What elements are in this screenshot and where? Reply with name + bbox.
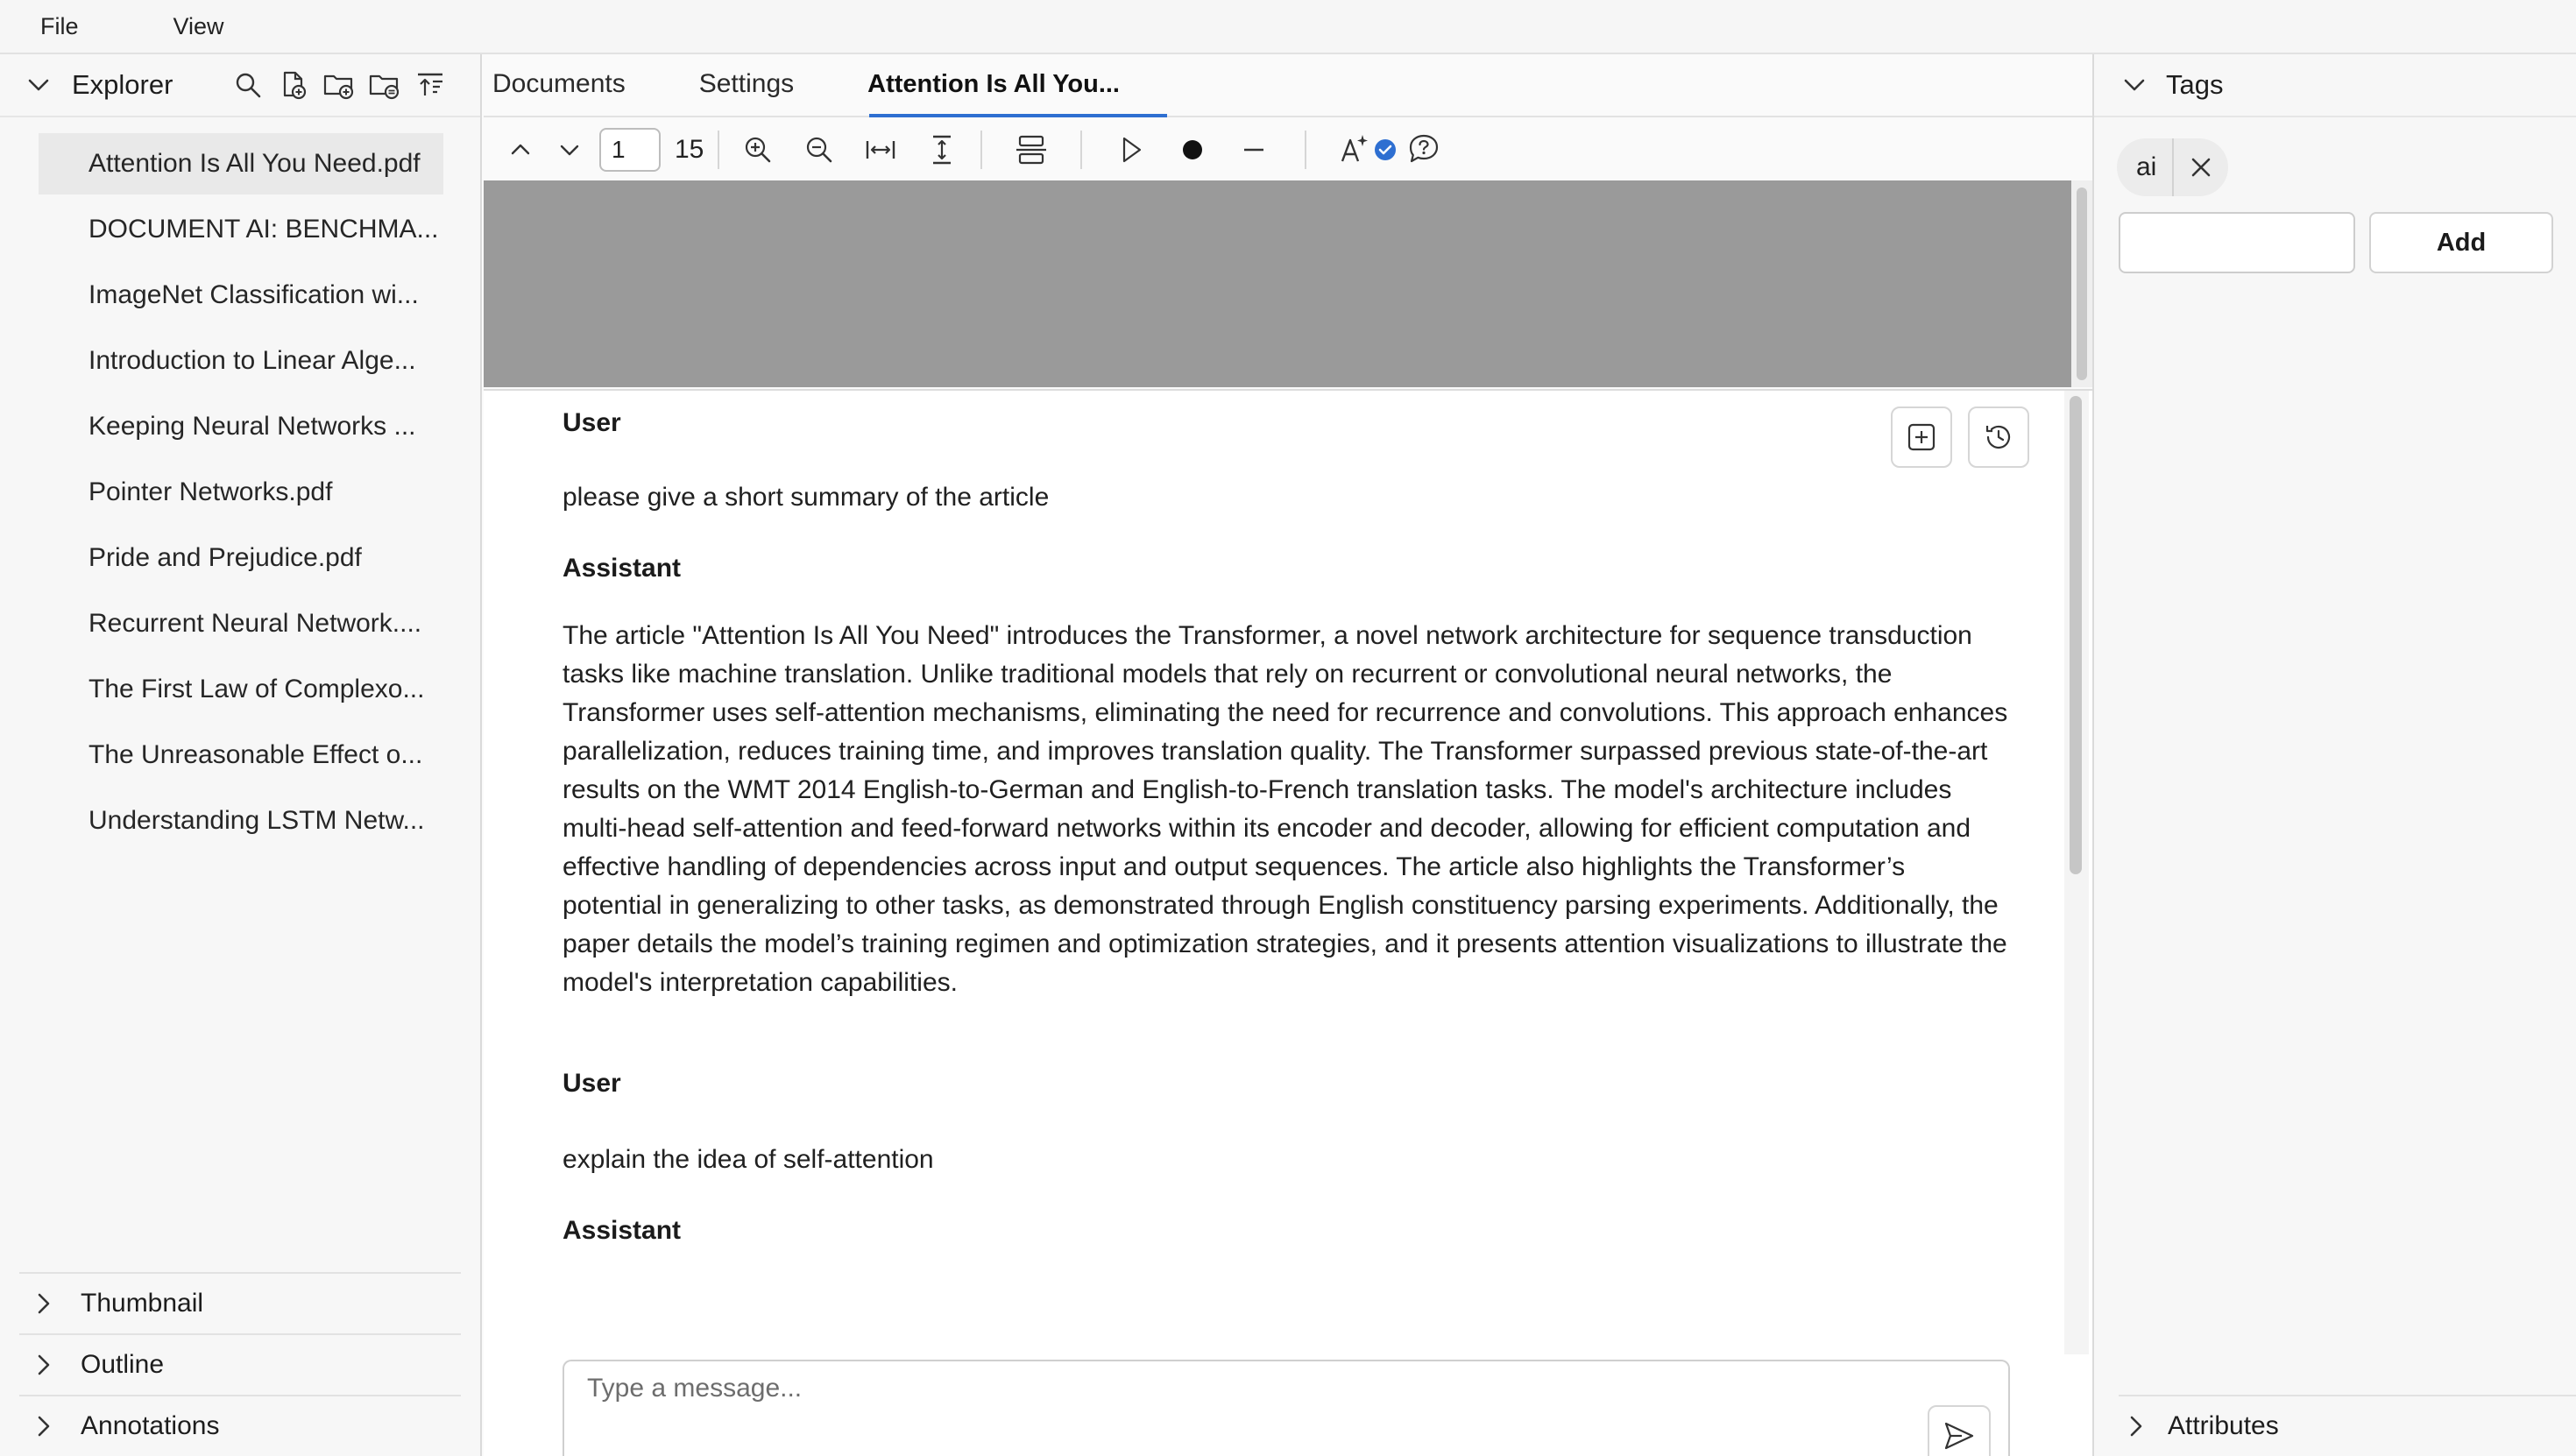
file-item[interactable]: Recurrent Neural Network.... — [88, 609, 422, 638]
chevron-right-icon[interactable] — [2119, 1409, 2154, 1444]
file-item[interactable]: Understanding LSTM Netw... — [88, 806, 425, 835]
annotations-section[interactable] — [19, 1395, 461, 1456]
history-button[interactable] — [1968, 406, 2029, 468]
thumbnail-section[interactable] — [19, 1272, 461, 1333]
new-folder-icon[interactable] — [321, 67, 357, 103]
file-item[interactable]: The Unreasonable Effect o... — [88, 740, 423, 769]
left-sidebar — [0, 54, 482, 1456]
folder-sync-icon[interactable] — [366, 67, 403, 103]
message-input[interactable] — [587, 1374, 1901, 1426]
scroll-mode-icon[interactable] — [1007, 125, 1056, 174]
message-role: User — [563, 408, 621, 437]
chevron-down-icon[interactable] — [545, 125, 594, 174]
send-icon — [1943, 1419, 1976, 1452]
zoom-out-icon[interactable] — [795, 125, 844, 174]
annotations-title: Annotations — [81, 1411, 220, 1440]
search-icon[interactable] — [230, 67, 266, 103]
fit-height-icon[interactable] — [917, 125, 966, 174]
line-icon[interactable] — [1229, 125, 1278, 174]
tab-documents[interactable]: Documents — [492, 69, 626, 98]
explorer-toolbar — [230, 67, 449, 103]
pdf-toolbar — [484, 119, 2092, 180]
chat-scrollbar-thumb[interactable] — [2070, 396, 2082, 874]
message-text: The article "Attention Is All You Need" introduces the Transformer, a novel network architecture for sequence transduction tasks like machine translation. Unlike traditional models that rely on recurrent or convolutional neural networks, the Transformer uses self-attention mechanisms, eliminating the need for recurrence and convolutions. This approach enhances parallelization, reduces training time, and improves translation quality. The Transformer surpassed previous state-of-the-art results on the WMT 2014 English-to-German and English-to-French translation tasks. The model's architecture includes multi-head self-attention and feed-forward networks within its encoder and decoder, allowing for efficient computation and effective handling of dependencies across input and output sequences. The article also highlights the Transformer’s potential in generalizing to other tasks, as demonstrated through English constituency parsing experiments. Additionally, the paper details the model’s training regimen and optimization strategies, and it presents attention visualizations to illustrate the model's interpretation capabilities. — [563, 621, 2008, 997]
attributes-title: Attributes — [2168, 1411, 2279, 1440]
file-item[interactable]: Pride and Prejudice.pdf — [88, 543, 362, 572]
status-check-icon — [1371, 125, 1399, 174]
chat-messages — [563, 391, 2052, 1354]
page-total: 15 — [675, 135, 704, 164]
tag-label: ai — [2117, 138, 2174, 196]
message-text: please give a short summary of the article — [563, 483, 1050, 512]
explorer-title: Explorer — [72, 69, 173, 100]
chevron-up-icon[interactable] — [496, 125, 545, 174]
tag-chip — [2117, 138, 2228, 196]
menu-view[interactable]: View — [173, 12, 224, 39]
toolbar-divider — [1080, 131, 1082, 169]
outline-title: Outline — [81, 1350, 165, 1379]
close-icon[interactable] — [2174, 138, 2228, 196]
chevron-right-icon[interactable] — [26, 1347, 61, 1382]
file-list — [39, 133, 443, 856]
chevron-down-icon[interactable] — [2117, 67, 2152, 102]
fit-width-icon[interactable] — [856, 125, 905, 174]
new-file-icon[interactable] — [275, 67, 312, 103]
zoom-in-icon[interactable] — [733, 125, 782, 174]
toolbar-divider — [718, 131, 719, 169]
message-role: User — [563, 1069, 621, 1098]
tag-input[interactable] — [2119, 212, 2355, 273]
pdf-viewer[interactable] — [484, 180, 2073, 387]
message-text: explain the idea of self-attention — [563, 1145, 934, 1174]
tags-title: Tags — [2166, 69, 2224, 100]
attributes-section[interactable] — [2119, 1395, 2576, 1456]
dot-icon[interactable] — [1168, 125, 1217, 174]
select-pointer-icon[interactable] — [1107, 125, 1156, 174]
right-panel — [2092, 54, 2576, 1456]
file-item[interactable]: DOCUMENT AI: BENCHMA... — [88, 215, 439, 244]
menu-bar — [0, 0, 2576, 54]
file-item[interactable]: ImageNet Classification wi... — [88, 280, 419, 309]
tags-header[interactable] — [2094, 54, 2576, 117]
message-composer — [563, 1360, 2010, 1456]
history-icon — [1983, 421, 2014, 453]
file-item[interactable]: Keeping Neural Networks ... — [88, 412, 416, 441]
file-item[interactable]: Pointer Networks.pdf — [88, 477, 333, 506]
toolbar-divider — [1305, 131, 1306, 169]
menu-file[interactable]: File — [40, 12, 79, 39]
tab-settings[interactable]: Settings — [698, 69, 795, 98]
main-content — [484, 54, 2092, 1456]
chevron-right-icon[interactable] — [26, 1409, 61, 1444]
file-item[interactable]: The First Law of Complexo... — [88, 675, 425, 703]
message-role: Assistant — [563, 1216, 682, 1245]
file-item[interactable]: Attention Is All You Need.pdf — [39, 133, 443, 194]
page-number-input[interactable] — [599, 128, 661, 172]
tab-bar — [484, 54, 2092, 117]
chat-panel — [484, 389, 2092, 1456]
chat-actions — [1891, 406, 2029, 468]
toolbar-divider — [980, 131, 982, 169]
chevron-down-icon[interactable] — [21, 67, 56, 102]
message-role: Assistant — [563, 554, 682, 583]
new-chat-icon — [1906, 421, 1937, 453]
send-button[interactable] — [1928, 1405, 1991, 1456]
file-item[interactable]: Introduction to Linear Alge... — [88, 346, 416, 375]
pdf-scrollbar-thumb[interactable] — [2077, 187, 2087, 380]
tab-active-document[interactable]: Attention Is All You... — [852, 53, 1136, 116]
new-chat-button[interactable] — [1891, 406, 1952, 468]
outline-section[interactable] — [19, 1333, 461, 1395]
sort-icon[interactable] — [412, 67, 449, 103]
add-tag-button[interactable]: Add — [2369, 212, 2553, 273]
thumbnail-title: Thumbnail — [81, 1289, 204, 1318]
chat-bubble-icon[interactable] — [1399, 125, 1448, 174]
chevron-right-icon[interactable] — [26, 1286, 61, 1321]
